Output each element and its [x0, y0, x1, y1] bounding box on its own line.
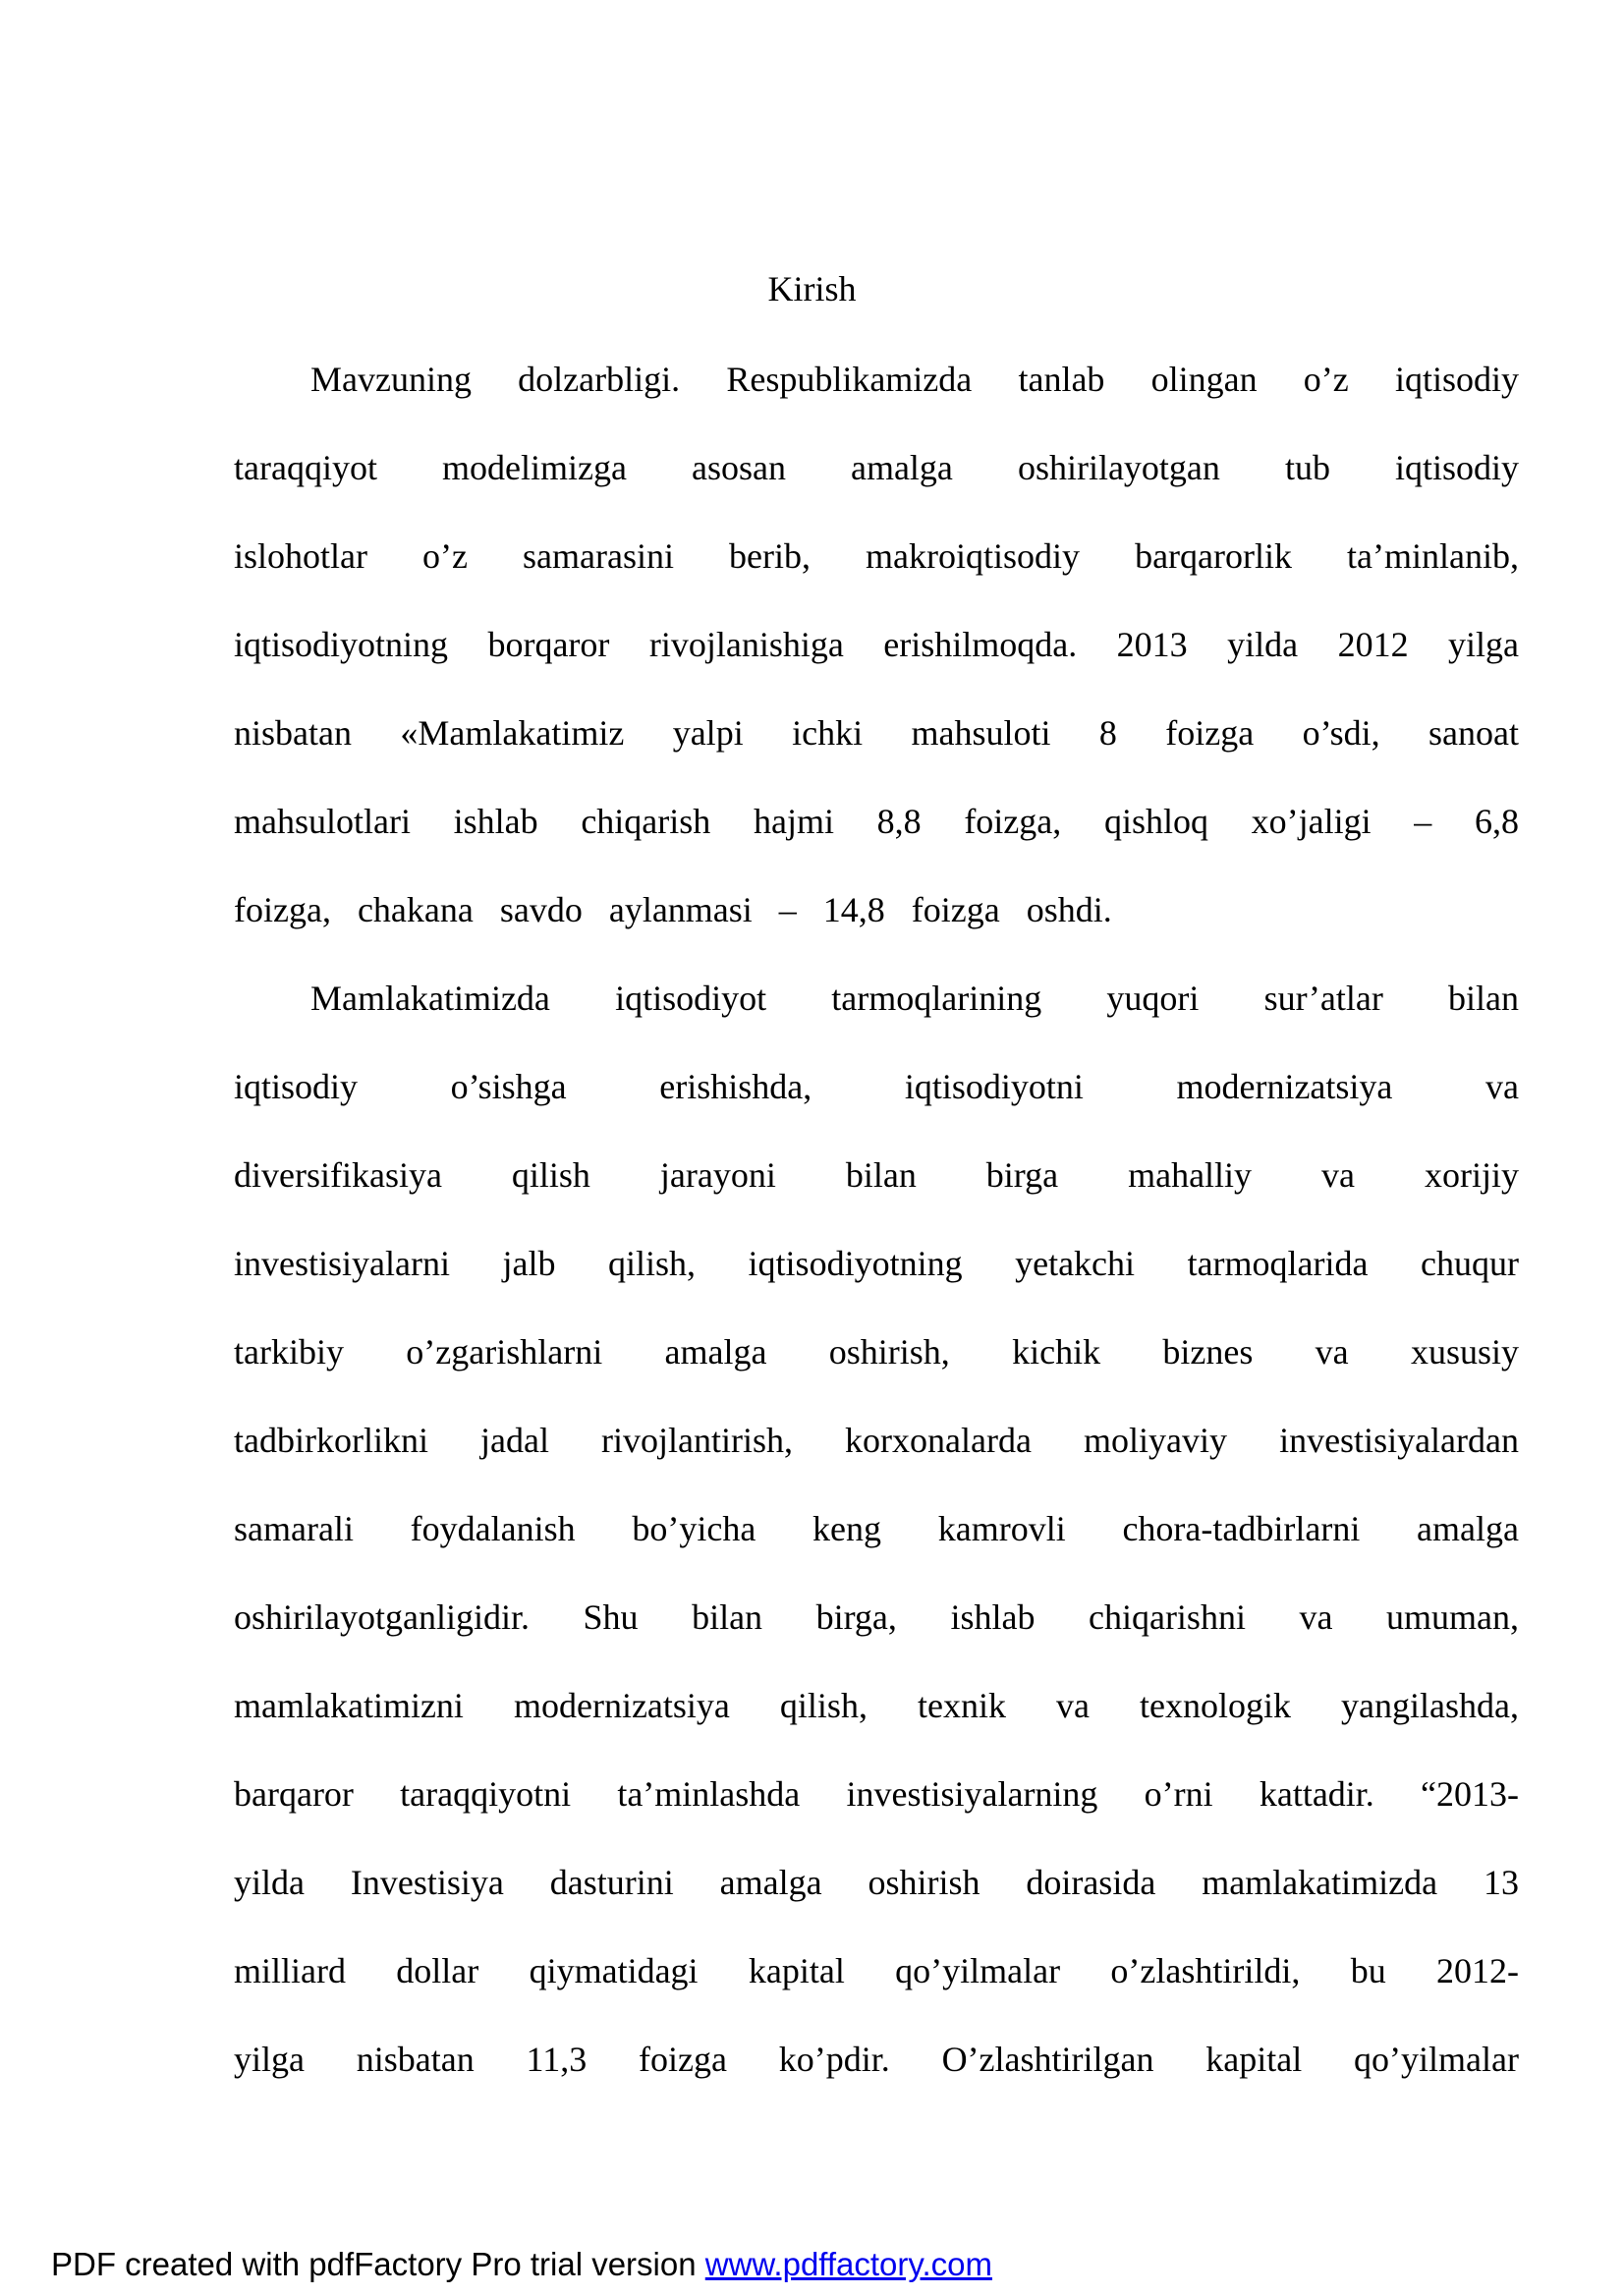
text-line: tarkibiy o’zgarishlarni amalga oshirish, kichik biznes va xususiy: [234, 1332, 1519, 1372]
document-body: [234, 356, 1519, 2124]
text-line: tadbirkorlikni jadal rivojlantirish, korxonalarda moliyaviy investisiyalardan: [234, 1421, 1519, 1460]
text-line: diversifikasiya qilish jarayoni bilan birga mahalliy va xorijiy: [234, 1155, 1519, 1195]
text-line: iqtisodiy o’sishga erishishda, iqtisodiyotni modernizatsiya va: [234, 1067, 1519, 1106]
footer-link[interactable]: www.pdffactory.com: [704, 2246, 992, 2282]
text-line: iqtisodiyotning borqaror rivojlanishiga erishilmoqda. 2013 yilda 2012 yilga: [234, 625, 1519, 664]
text-line: Mamlakatimizda iqtisodiyot tarmoqlarining yuqori sur’atlar bilan: [310, 979, 1519, 1018]
text-line: foizga, chakana savdo aylanmasi – 14,8 foizga oshdi.: [234, 890, 1112, 929]
footer-text: PDF created with pdfFactory Pro trial version: [51, 2246, 705, 2282]
text-line: oshirilayotganligidir. Shu bilan birga, ishlab chiqarishni va umuman,: [234, 1597, 1519, 1637]
text-line: investisiyalarni jalb qilish, iqtisodiyotning yetakchi tarmoqlarida chuqur: [234, 1244, 1519, 1283]
paragraph-2: [234, 975, 1519, 2124]
page-title: Kirish: [767, 269, 857, 308]
text-line: milliard dollar qiymatidagi kapital qo’yilmalar o’zlashtirildi, bu 2012-: [234, 1951, 1519, 1990]
text-line: taraqqiyot modelimizga asosan amalga oshirilayotgan tub iqtisodiy: [234, 448, 1519, 487]
text-line: mahsulotlari ishlab chiqarish hajmi 8,8 foizga, qishloq xo’jaligi – 6,8: [234, 802, 1519, 841]
text-line: islohotlar o’z samarasini berib, makroiqtisodiy barqarorlik ta’minlanib,: [234, 536, 1519, 576]
text-line: Mavzuning dolzarbligi. Respublikamizda tanlab olingan o’z iqtisodiy: [310, 360, 1519, 399]
paragraph-1: [234, 356, 1519, 975]
text-line: barqaror taraqqiyotni ta’minlashda investisiyalarning o’rni kattadir. “2013-: [234, 1774, 1519, 1814]
text-line: nisbatan «Mamlakatimiz yalpi ichki mahsuloti 8 foizga o’sdi, sanoat: [234, 713, 1519, 753]
text-line: samarali foydalanish bo’yicha keng kamrovli chora-tadbirlarni amalga: [234, 1509, 1519, 1548]
text-line: mamlakatimizni modernizatsiya qilish, texnik va texnologik yangilashda,: [234, 1686, 1519, 1725]
pdf-footer: [51, 2246, 992, 2283]
text-line: yilda Investisiya dasturini amalga oshirish doirasida mamlakatimizda 13: [234, 1863, 1519, 1902]
text-line: yilga nisbatan 11,3 foizga ko’pdir. O’zlashtirilgan kapital qo’yilmalar: [234, 2040, 1519, 2079]
